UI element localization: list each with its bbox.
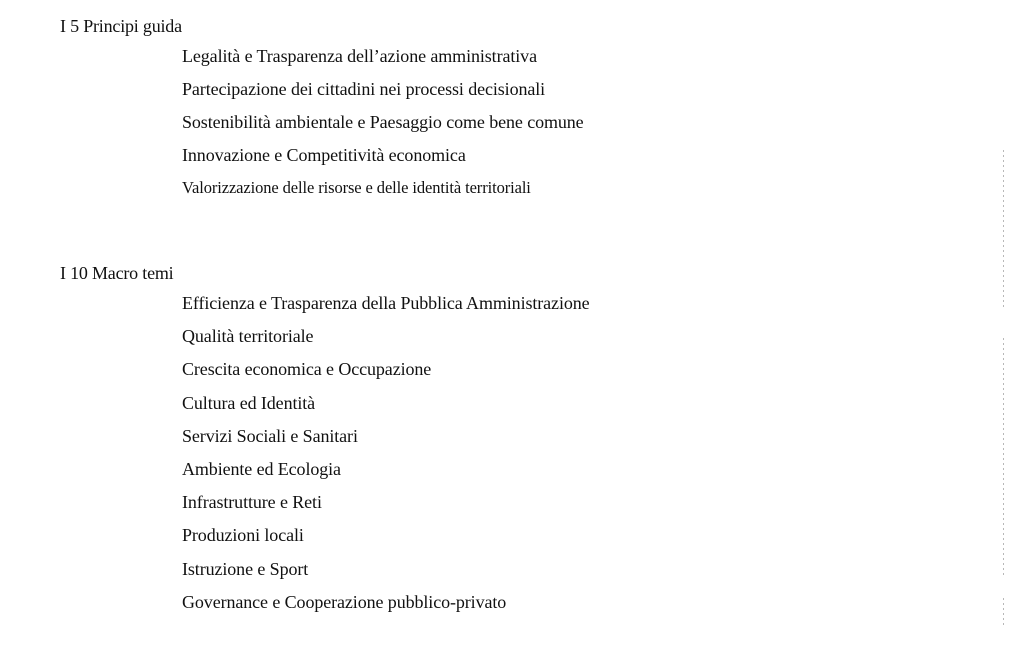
scan-edge-mark [1003,150,1004,310]
scan-edge-mark [1003,598,1004,628]
list-item: Efficienza e Trasparenza della Pubblica Amministrazione [182,293,590,313]
list-item: Governance e Cooperazione pubblico-privato [182,591,507,612]
list-item: Produzioni locali [182,525,304,546]
scan-edge-mark [1003,338,1004,578]
list-item: Cultura ed Identità [182,392,316,413]
macro-themes-list [182,293,590,625]
list-item: Ambiente ed Ecologia [182,458,341,479]
list-item: Crescita economica e Occupazione [182,359,432,380]
list-item: Legalità e Trasparenza dell’azione amministrativa [182,46,537,66]
list-item: Innovazione e Competitività economica [182,145,466,165]
list-item: Infrastrutture e Reti [182,492,322,513]
principles-list [182,46,584,211]
list-item: Servizi Sociali e Sanitari [182,425,358,446]
principles-heading: I 5 Principi guida [60,16,182,36]
list-item: Sostenibilità ambientale e Paesaggio come bene comune [182,112,584,132]
list-item: Valorizzazione delle risorse e delle identità territoriali [182,178,531,197]
list-item: Partecipazione dei cittadini nei processi decisionali [182,79,546,99]
list-item: Istruzione e Sport [182,558,309,579]
macro-themes-heading: I 10 Macro temi [60,263,174,283]
list-item: Qualità territoriale [182,326,314,347]
